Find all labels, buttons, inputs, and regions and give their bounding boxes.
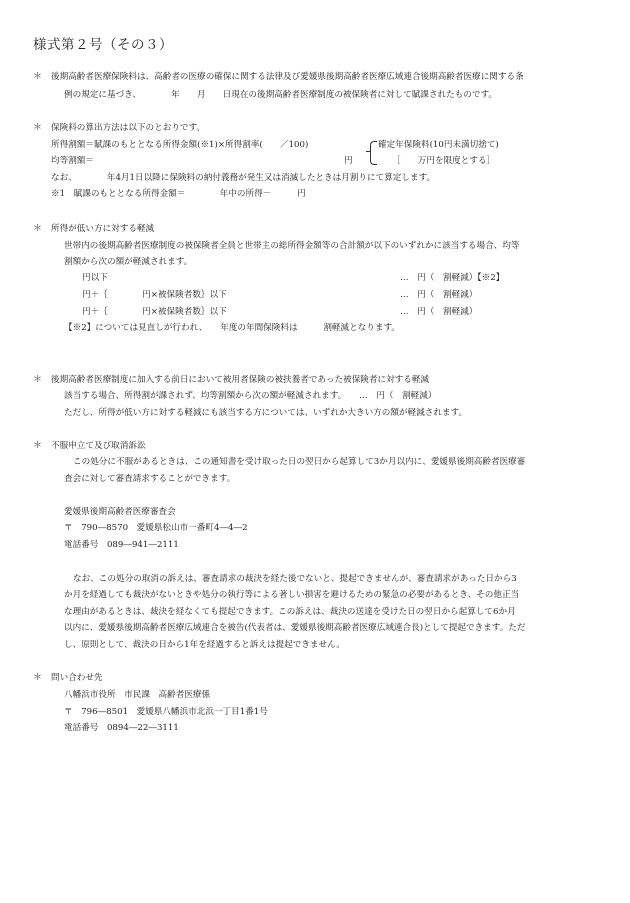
low-income-reduction-line2: 割額から次の額が軽減されます。 xyxy=(64,257,193,267)
reduction-row-amount: … 円（ 割軽減） xyxy=(400,307,478,317)
appeal-paragraph1-line1: この処分に不服があるときは、この通知書を受け取った日の翌日から起算して3か月以内に、愛媛県後期高齢者医療審 xyxy=(73,457,526,467)
contact-heading: 問い合わせ先 xyxy=(51,673,103,683)
lawsuit-paragraph-line5: し、原則として、裁決の日から1年を経過すると訴えは提起できません。 xyxy=(64,640,345,650)
review-board-phone: 電話番号 089―941―2111 xyxy=(64,540,179,550)
section-premium-basis-line2: 例の規定に基づき、 年 月 日現在の後期高齢者医療制度の被保険者に対して賦課されたものです。 xyxy=(64,90,497,100)
form-number-title: 様式第２号（その３） xyxy=(33,37,173,53)
premium-cap-note: ［ 万円を限度とする］ xyxy=(392,156,496,166)
reduction-row-threshold: 円以下 xyxy=(82,273,108,283)
low-income-reduction-line1: 世帯内の後期高齢者医療制度の被保険者全員と世帯主の総所得金額等の合計額が以下のいずれかに該当する場合、均等 xyxy=(64,241,520,251)
review-board-name: 愛媛県後期高齢者医療審査会 xyxy=(64,507,176,517)
section-premium-basis-line1: 後期高齢者医療保険料は、高齢者の医療の確保に関する法律及び愛媛県後期高齢者医療広域連合後期高齢者医療に関する条 xyxy=(51,72,524,82)
dependent-reduction-heading: 後期高齢者医療制度に加入する前日において被用者保険の被扶養者であった被保険者に対する軽減 xyxy=(51,375,430,385)
lawsuit-paragraph-line1: なお、この処分の取消の訴えは、審査請求の裁決を経た後でないと、提起できませんが、審査請求があった日から3 xyxy=(73,574,517,584)
contact-phone: 電話番号 0894―22―3111 xyxy=(64,723,179,733)
dependent-reduction-line1: 該当する場合、所得割が課されず、均等割額から次の額が軽減されます。 … 円（ 割軽減） xyxy=(64,391,437,401)
appeal-paragraph1-line2: 査会に対して審査請求することができます。 xyxy=(64,474,236,484)
income-levy-formula: 所得割額＝賦課のもととなる所得金額(※1)×所得割率( ／100) xyxy=(51,140,309,150)
bullet-asterisk: ＊ xyxy=(33,123,43,133)
calc-method-heading: 保険料の算出方法は以下のとおりです。 xyxy=(51,123,206,133)
brace-symbol xyxy=(370,141,377,165)
monthly-proration-note: なお、 年4月1日以降に保険料の納付義務が発生又は消滅したときは月割りにて算定します。 xyxy=(51,173,436,183)
lawsuit-paragraph-line2: か月を経過しても裁決がないときや処分の執行等による著しい損害を避けるための緊急の必要があるとき、その他正当 xyxy=(64,590,520,600)
bullet-asterisk: ＊ xyxy=(33,375,43,385)
lawsuit-paragraph-line4: 以内に、愛媛県後期高齢者医療広域連合を被告(代表者は、愛媛県後期高齢者医療広域連合長)として提起できます。ただ xyxy=(64,623,526,633)
annual-premium-note: 確定年保険料(10円未満切捨て) xyxy=(378,140,499,150)
low-income-reduction-heading: 所得が低い方に対する軽減 xyxy=(51,224,155,234)
bullet-asterisk: ＊ xyxy=(33,224,43,234)
per-capita-levy-label: 均等割額＝ xyxy=(51,156,94,166)
contact-address: 〒 796―8501 愛媛県八幡浜市北浜一丁目1番1号 xyxy=(64,707,268,717)
lawsuit-paragraph-line3: な理由があるときは、裁決を経なくても提起できます。この訴えは、裁決の送達を受けた日の翌日から起算して6か月 xyxy=(64,607,516,617)
appeal-heading: 不服申立て及び取消訴訟 xyxy=(51,441,146,451)
per-capita-levy-unit: 円 xyxy=(344,156,353,166)
reduction-row-threshold: 円＋｛ 円×被保険者数｝以下 xyxy=(82,307,227,317)
reduction-row-amount: … 円（ 割軽減）【※2】 xyxy=(400,273,505,283)
reduction-review-note: 【※2】については見直しが行われ、 年度の年間保険料は 割軽減となります。 xyxy=(64,323,400,333)
reduction-row-amount: … 円（ 割軽減） xyxy=(400,290,478,300)
reduction-row-threshold: 円＋｛ 円×被保険者数｝以下 xyxy=(82,290,227,300)
bullet-asterisk: ＊ xyxy=(33,673,43,683)
brace-point xyxy=(366,151,370,152)
dependent-reduction-line2: ただし、所得が低い方に対する軽減にも該当する方については、いずれか大きい方の額が軽減されます。 xyxy=(64,408,468,418)
review-board-address: 〒 790―8570 愛媛県松山市一番町4―4―2 xyxy=(64,523,248,533)
bullet-asterisk: ＊ xyxy=(33,72,43,82)
bullet-asterisk: ＊ xyxy=(33,441,43,451)
income-amount-footnote: ※1 賦課のもととなる所得金額＝ 年中の所得－ 円 xyxy=(51,189,306,199)
contact-office: 八幡浜市役所 市民課 高齢者医療係 xyxy=(64,690,211,700)
